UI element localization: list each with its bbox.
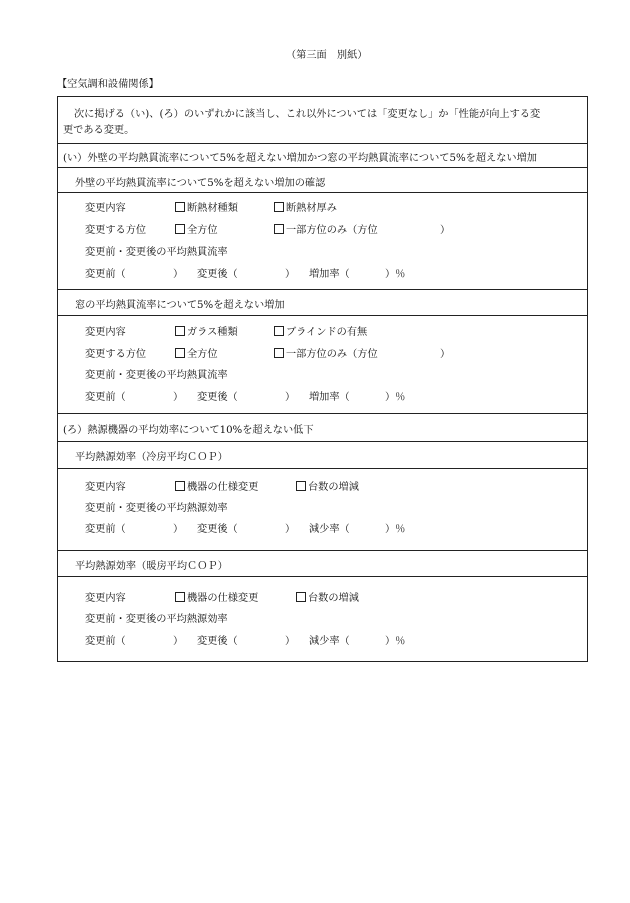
checkbox-icon[interactable]: [274, 202, 284, 212]
option-label: 一部方位のみ（方位: [286, 349, 378, 360]
cooling-section-title: 平均熱源効率（冷房平均ＣＯＰ）: [75, 452, 228, 463]
wall-metric-label: 変更前・変更後の平均熱貫流率: [85, 247, 228, 258]
wall-direction-all[interactable]: [175, 221, 218, 236]
cooling-option-unit-count[interactable]: [296, 478, 359, 493]
divider: [57, 289, 588, 290]
wall-after-close: ）: [285, 269, 296, 280]
cooling-after-close: ）: [285, 524, 296, 535]
checkbox-icon[interactable]: [175, 348, 185, 358]
cooling-before-close: ）: [173, 524, 184, 535]
window-rate-close: ）％: [385, 392, 406, 403]
divider: [57, 441, 588, 442]
wall-direction-partial-close: ）: [440, 225, 451, 236]
cooling-rate-label: 減少率（: [309, 524, 350, 535]
window-metric-label: 変更前・変更後の平均熱貫流率: [85, 370, 228, 381]
option-label: 機器の仕様変更: [187, 593, 259, 604]
option-label: ガラス種類: [187, 327, 238, 338]
divider: [57, 550, 588, 551]
window-rate-label: 増加率（: [309, 392, 350, 403]
cooling-option-spec-change[interactable]: [175, 478, 258, 493]
window-direction-partial-close: ）: [440, 349, 451, 360]
cooling-after-label: 変更後（: [197, 524, 238, 535]
wall-direction-label: 変更する方位: [85, 225, 147, 236]
checkbox-icon[interactable]: [296, 481, 306, 491]
wall-section-title: 外壁の平均熱貫流率について5%を超えない増加の確認: [75, 178, 326, 189]
checkbox-icon[interactable]: [175, 224, 185, 234]
heating-before-close: ）: [173, 636, 184, 647]
checkbox-icon[interactable]: [175, 326, 185, 336]
option-label: 台数の増減: [308, 482, 359, 493]
checkbox-icon[interactable]: [274, 348, 284, 358]
heating-after-close: ）: [285, 636, 296, 647]
window-before-label: 変更前（: [85, 392, 126, 403]
divider: [57, 192, 588, 193]
wall-after-label: 変更後（: [197, 269, 238, 280]
checkbox-icon[interactable]: [274, 326, 284, 336]
divider: [57, 143, 588, 144]
wall-option-insulation-thickness[interactable]: [274, 199, 337, 214]
wall-option-insulation-type[interactable]: [175, 199, 238, 214]
intro-text-line1: 次に掲げる（い)、(ろ）のいずれかに該当し、これ以外については「変更なし」か「性能が向上する変: [74, 109, 541, 120]
divider: [57, 167, 588, 168]
option-label: 全方位: [187, 349, 218, 360]
heating-rate-label: 減少率（: [309, 636, 350, 647]
heating-metric-label: 変更前・変更後の平均熱源効率: [85, 614, 228, 625]
cooling-rate-close: ）％: [385, 524, 406, 535]
option-label: 断熱材厚み: [286, 203, 337, 214]
option-label: 全方位: [187, 225, 218, 236]
window-after-close: ）: [285, 392, 296, 403]
heating-before-label: 変更前（: [85, 636, 126, 647]
cooling-content-label: 変更内容: [85, 482, 126, 493]
checkbox-icon[interactable]: [296, 592, 306, 602]
divider: [57, 413, 588, 414]
wall-content-label: 変更内容: [85, 203, 126, 214]
wall-rate-close: ）％: [385, 269, 406, 280]
checkbox-icon[interactable]: [175, 202, 185, 212]
option-label: 断熱材種類: [187, 203, 238, 214]
wall-rate-label: 増加率（: [309, 269, 350, 280]
heating-content-label: 変更内容: [85, 593, 126, 604]
page-header: （第三面 別紙）: [286, 50, 368, 61]
heating-section-title: 平均熱源効率（暖房平均ＣＯＰ）: [75, 561, 228, 572]
option-label: ブラインドの有無: [286, 327, 368, 338]
window-section-title: 窓の平均熱貫流率について5%を超えない増加: [75, 300, 285, 311]
window-option-glass-type[interactable]: [175, 323, 238, 338]
wall-before-label: 変更前（: [85, 269, 126, 280]
section-i-title: (い）外壁の平均熱貫流率について5%を超えない増加かつ窓の平均熱貫流率について5%を超えない増加: [63, 153, 537, 164]
heating-option-spec-change[interactable]: [175, 589, 258, 604]
cooling-metric-label: 変更前・変更後の平均熱源効率: [85, 503, 228, 514]
cooling-before-label: 変更前（: [85, 524, 126, 535]
divider: [57, 576, 588, 577]
section-ro-title: (ろ）熱源機器の平均効率について10%を超えない低下: [63, 425, 314, 436]
option-label: 機器の仕様変更: [187, 482, 259, 493]
heating-after-label: 変更後（: [197, 636, 238, 647]
heating-rate-close: ）％: [385, 636, 406, 647]
window-after-label: 変更後（: [197, 392, 238, 403]
divider: [57, 315, 588, 316]
window-direction-label: 変更する方位: [85, 349, 147, 360]
checkbox-icon[interactable]: [175, 592, 185, 602]
window-content-label: 変更内容: [85, 327, 126, 338]
intro-text-line2: 更である変更。: [63, 125, 135, 136]
option-label: 台数の増減: [308, 593, 359, 604]
window-before-close: ）: [173, 392, 184, 403]
checkbox-icon[interactable]: [175, 481, 185, 491]
checkbox-icon[interactable]: [274, 224, 284, 234]
window-option-blinds[interactable]: [274, 323, 367, 338]
window-direction-all[interactable]: [175, 345, 218, 360]
divider: [57, 468, 588, 469]
wall-before-close: ）: [173, 269, 184, 280]
option-label: 一部方位のみ（方位: [286, 225, 378, 236]
heating-option-unit-count[interactable]: [296, 589, 359, 604]
wall-direction-partial[interactable]: [274, 221, 378, 236]
section-title: 【空気調和設備関係】: [57, 79, 159, 90]
window-direction-partial[interactable]: [274, 345, 378, 360]
